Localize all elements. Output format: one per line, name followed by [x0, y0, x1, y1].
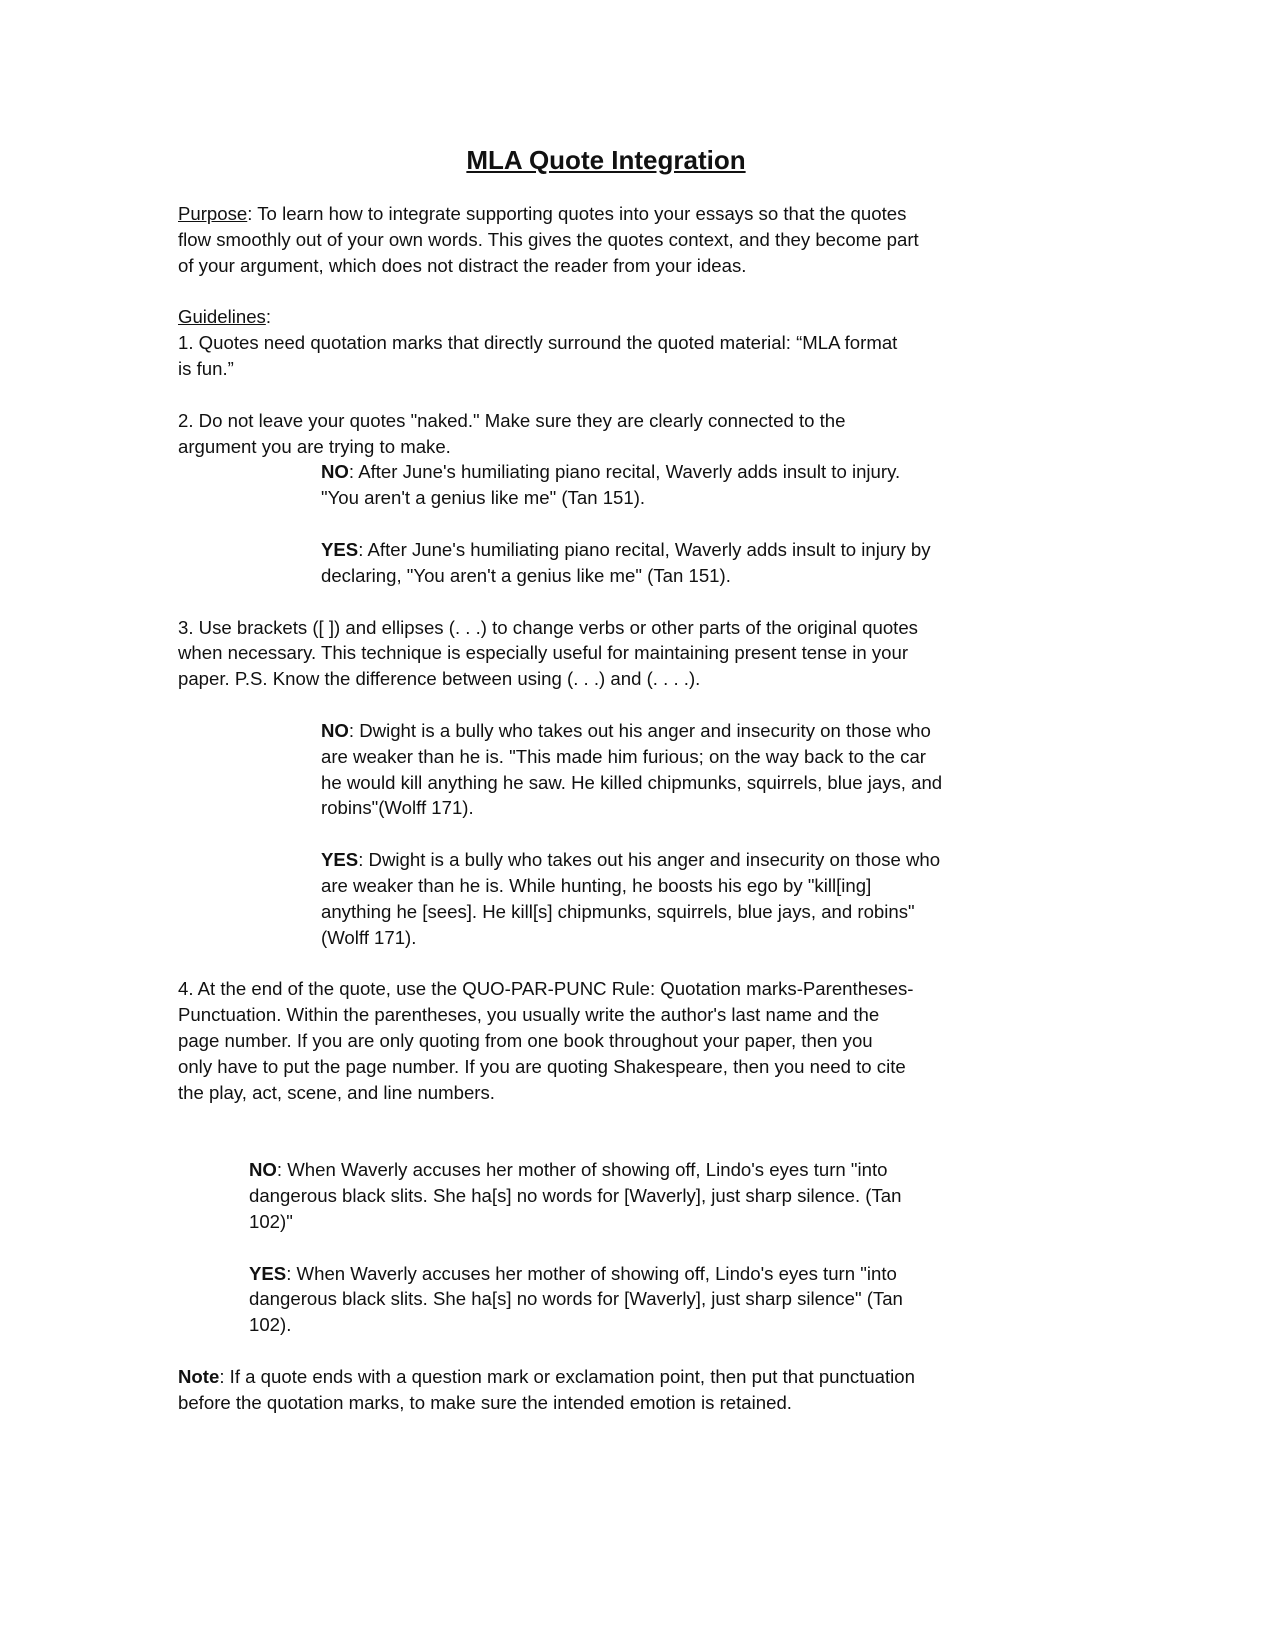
label: YES — [321, 849, 359, 871]
paragraph — [0, 304, 1275, 382]
paragraph — [0, 976, 1275, 1105]
text-line — [0, 847, 1275, 873]
text-line — [0, 459, 1275, 485]
document-body — [0, 201, 1275, 1416]
text-line: 1. Quotes need quotation marks that directly surround the quoted material: “MLA format — [178, 332, 898, 354]
blank-line — [0, 382, 1275, 408]
blank-line — [0, 1131, 1275, 1157]
blank-line — [0, 1235, 1275, 1261]
paragraph — [0, 615, 1275, 693]
label: Purpose — [178, 203, 248, 224]
text: : Dwight is a bully who takes out his anger and insecurity on those who — [348, 719, 931, 741]
label: NO — [321, 461, 349, 483]
text-line: argument you are trying to make. — [178, 435, 451, 457]
text: : After June's humiliating piano recital, Waverly adds insult to injury. — [348, 461, 901, 483]
text-line: 3. Use brackets ([ ]) and ellipses (. . .) to change verbs or other parts of the original quotes — [178, 616, 918, 638]
label: Guidelines — [178, 306, 266, 328]
example-paragraph — [0, 537, 1275, 589]
text: : If a quote ends with a question mark or exclamation point, then put that punctuation — [219, 1365, 915, 1387]
blank-line — [0, 692, 1275, 718]
text-line: is fun.” — [178, 358, 234, 380]
text-line — [0, 1261, 1275, 1287]
text-line — [0, 537, 1275, 563]
paragraph — [0, 201, 1275, 279]
text-line: paper. P.S. Know the difference between using (. . .) and (. . . .). — [178, 668, 701, 690]
text-line: "You aren't a genius like me" (Tan 151). — [321, 487, 646, 509]
text-line: 4. At the end of the quote, use the QUO-PAR-PUNC Rule: Quotation marks-Parentheses- — [178, 978, 914, 1000]
text: : When Waverly accuses her mother of showing off, Lindo's eyes turn "into — [286, 1262, 897, 1284]
blank-line — [0, 1106, 1275, 1132]
text-line: of your argument, which does not distract the reader from your ideas. — [178, 254, 747, 276]
text-line — [0, 1364, 1275, 1390]
text-line: only have to put the page number. If you are quoting Shakespeare, then you need to cite — [178, 1055, 906, 1077]
text-line: anything he [sees]. He kill[s] chipmunks, squirrels, blue jays, and robins" — [321, 900, 915, 922]
paragraph — [0, 408, 1275, 460]
label: NO — [249, 1159, 277, 1181]
text-line — [0, 201, 1275, 227]
blank-line — [0, 589, 1275, 615]
label: YES — [249, 1262, 287, 1284]
paragraph — [0, 1364, 1275, 1416]
text-line: 102)" — [249, 1210, 293, 1232]
text-line: dangerous black slits. She ha[s] no words for [Waverly], just sharp silence. (Tan — [249, 1185, 902, 1207]
text-line — [0, 304, 1275, 330]
blank-line — [0, 279, 1275, 305]
text-line — [0, 1157, 1275, 1183]
example-paragraph — [0, 459, 1275, 511]
page-title: MLA Quote Integration — [466, 145, 746, 175]
text-line: Punctuation. Within the parentheses, you usually write the author's last name and the — [178, 1004, 880, 1026]
text-line: 102). — [249, 1314, 292, 1336]
example-paragraph — [0, 1261, 1275, 1339]
example-paragraph — [0, 718, 1275, 821]
label: YES — [321, 538, 359, 560]
text-line: (Wolff 171). — [321, 926, 417, 948]
text-line: dangerous black slits. She ha[s] no words for [Waverly], just sharp silence" (Tan — [249, 1288, 903, 1310]
text-line — [0, 718, 1275, 744]
label: Note — [178, 1365, 220, 1387]
text-line: declaring, "You aren't a genius like me" (Tan 151). — [321, 564, 731, 586]
label: NO — [321, 719, 349, 741]
blank-line — [0, 511, 1275, 537]
blank-line — [0, 950, 1275, 976]
text-line: are weaker than he is. "This made him furious; on the way back to the car — [321, 745, 926, 767]
text: : When Waverly accuses her mother of showing off, Lindo's eyes turn "into — [276, 1159, 888, 1181]
text-line: flow smoothly out of your own words. This gives the quotes context, and they become part — [178, 228, 919, 250]
text-line: when necessary. This technique is especially useful for maintaining present tense in your — [178, 642, 909, 664]
text-line: robins"(Wolff 171). — [321, 797, 474, 819]
text-line: 2. Do not leave your quotes "naked." Make sure they are clearly connected to the — [178, 409, 846, 431]
blank-line — [0, 821, 1275, 847]
text: : Dwight is a bully who takes out his anger and insecurity on those who — [358, 849, 941, 871]
example-paragraph — [0, 1157, 1275, 1235]
text: : To learn how to integrate supporting quotes into your essays so that the quotes — [247, 203, 907, 224]
text-line: are weaker than he is. While hunting, he boosts his ego by "kill[ing] — [321, 874, 872, 896]
text-line: the play, act, scene, and line numbers. — [178, 1081, 495, 1103]
text-line: he would kill anything he saw. He killed chipmunks, squirrels, blue jays, and — [321, 771, 943, 793]
text: : — [265, 306, 272, 328]
example-paragraph — [0, 847, 1275, 950]
text: : After June's humiliating piano recital, Waverly adds insult to injury by — [358, 538, 931, 560]
text-line: before the quotation marks, to make sure the intended emotion is retained. — [178, 1391, 792, 1413]
blank-line — [0, 1338, 1275, 1364]
text-line: page number. If you are only quoting from one book throughout your paper, then you — [178, 1030, 873, 1051]
